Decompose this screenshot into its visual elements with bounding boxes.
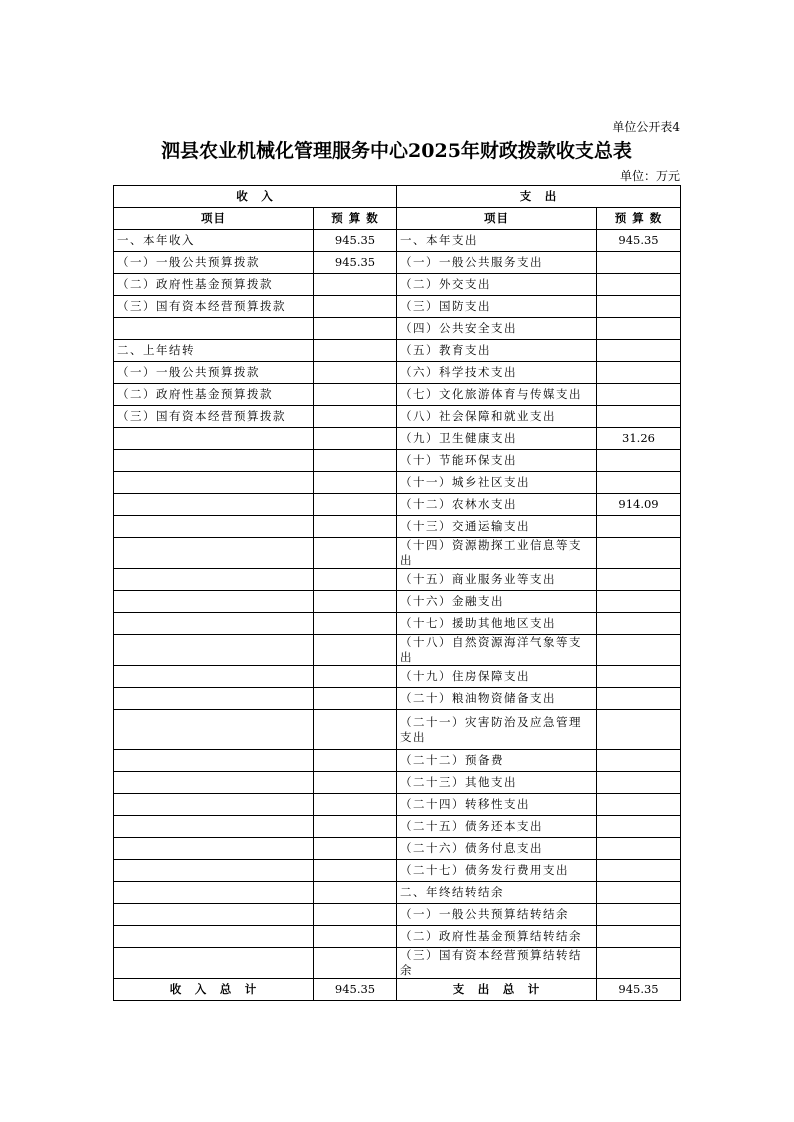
income-item-cell: （三）国有资本经营预算拨款: [114, 296, 314, 318]
expense-item-cell: （十九）住房保障支出: [397, 666, 597, 688]
income-item-cell: [114, 688, 314, 710]
expense-item-cell: （十一）城乡社区支出: [397, 472, 597, 494]
expense-item-cell: （十二）农林水支出: [397, 494, 597, 516]
table-row: [114, 591, 681, 613]
table-row: [114, 472, 681, 494]
expense-value-cell: [597, 569, 681, 591]
table-row: [114, 252, 681, 274]
expense-item-cell: （一）一般公共预算结转结余: [397, 904, 597, 926]
expense-value-cell: [597, 816, 681, 838]
expense-value-cell: [597, 384, 681, 406]
income-value-cell: [314, 538, 397, 569]
table-row: [114, 666, 681, 688]
unit-label: 单位：万元: [619, 169, 680, 183]
table-row: [114, 538, 681, 569]
income-value-cell: [314, 860, 397, 882]
expense-item-cell: （二十五）债务还本支出: [397, 816, 597, 838]
expense-value-cell: [597, 318, 681, 340]
income-value-cell: [314, 296, 397, 318]
income-item-cell: [114, 591, 314, 613]
income-value-cell: [314, 591, 397, 613]
expense-value-cell: [597, 296, 681, 318]
expense-item-cell: （十七）援助其他地区支出: [397, 613, 597, 635]
page-title: 泗县农业机械化管理服务中心2025年财政拨款收支总表: [161, 140, 632, 162]
income-item-cell: [114, 666, 314, 688]
income-item-cell: [114, 926, 314, 948]
income-value-cell: [314, 613, 397, 635]
expense-item-cell: （十）节能环保支出: [397, 450, 597, 472]
expense-header: 支 出: [397, 186, 681, 208]
income-item-cell: [114, 772, 314, 794]
income-item-cell: [114, 882, 314, 904]
income-header: 收 入: [114, 186, 397, 208]
expense-value-cell: [597, 635, 681, 666]
table-row: [114, 772, 681, 794]
expense-item-cell: （十四）资源勘探工业信息等支出: [397, 538, 597, 569]
expense-value-cell: 31.26: [597, 428, 681, 450]
expense-value-cell: [597, 750, 681, 772]
expense-item-cell: （二十二）预备费: [397, 750, 597, 772]
income-value-cell: [314, 318, 397, 340]
expense-value-cell: [597, 904, 681, 926]
expense-item-cell: （三）国防支出: [397, 296, 597, 318]
expense-item-cell: （一）一般公共服务支出: [397, 252, 597, 274]
income-value-cell: [314, 666, 397, 688]
expense-item-cell: （十六）金融支出: [397, 591, 597, 613]
budget-summary-table: [113, 185, 681, 1001]
table-row: [114, 230, 681, 252]
expense-item-cell: （二十六）债务付息支出: [397, 838, 597, 860]
income-item-cell: （一）一般公共预算拨款: [114, 252, 314, 274]
table-row: [114, 816, 681, 838]
income-item-cell: [114, 494, 314, 516]
table-row: [114, 613, 681, 635]
expense-item-cell: （九）卫生健康支出: [397, 428, 597, 450]
expense-item-cell: （二十三）其他支出: [397, 772, 597, 794]
expense-item-header: 项目: [397, 208, 597, 230]
table-row: [114, 750, 681, 772]
expense-value-cell: [597, 516, 681, 538]
income-value-cell: [314, 362, 397, 384]
expense-item-cell: （二十四）转移性支出: [397, 794, 597, 816]
income-value-cell: [314, 406, 397, 428]
income-item-cell: [114, 613, 314, 635]
income-item-cell: [114, 450, 314, 472]
table-row: [114, 406, 681, 428]
expense-value-cell: [597, 274, 681, 296]
income-value-cell: [314, 794, 397, 816]
income-item-cell: [114, 516, 314, 538]
income-value-cell: [314, 926, 397, 948]
income-item-cell: （三）国有资本经营预算拨款: [114, 406, 314, 428]
table-row: [114, 318, 681, 340]
income-value-cell: 945.35: [314, 252, 397, 274]
table-row: [114, 340, 681, 362]
table-row: [114, 494, 681, 516]
income-total-label: 收 入 总 计: [114, 979, 314, 1001]
income-item-cell: [114, 816, 314, 838]
expense-value-cell: [597, 472, 681, 494]
expense-value-cell: [597, 666, 681, 688]
income-item-cell: （二）政府性基金预算拨款: [114, 274, 314, 296]
table-row: [114, 882, 681, 904]
expense-item-cell: （二十一）灾害防治及应急管理支出: [397, 710, 597, 750]
income-value-cell: [314, 494, 397, 516]
income-item-cell: [114, 428, 314, 450]
expense-total-value: 945.35: [597, 979, 681, 1001]
expense-item-cell: （二）政府性基金预算结转结余: [397, 926, 597, 948]
income-value-cell: [314, 772, 397, 794]
table-row: [114, 688, 681, 710]
expense-value-cell: 914.09: [597, 494, 681, 516]
expense-value-cell: [597, 538, 681, 569]
expense-total-label: 支 出 总 计: [397, 979, 597, 1001]
income-value-cell: [314, 516, 397, 538]
expense-value-cell: [597, 794, 681, 816]
table-row: [114, 948, 681, 979]
income-item-cell: 一、本年收入: [114, 230, 314, 252]
table-row: [114, 569, 681, 591]
total-row: [114, 979, 681, 1001]
income-item-cell: （一）一般公共预算拨款: [114, 362, 314, 384]
expense-value-cell: [597, 450, 681, 472]
expense-value-cell: [597, 710, 681, 750]
table-row: [114, 794, 681, 816]
expense-item-cell: 二、年终结转结余: [397, 882, 597, 904]
table-row: [114, 635, 681, 666]
expense-value-cell: [597, 252, 681, 274]
income-value-cell: [314, 688, 397, 710]
expense-item-cell: （二）外交支出: [397, 274, 597, 296]
income-value-cell: [314, 882, 397, 904]
income-item-cell: [114, 569, 314, 591]
income-item-cell: [114, 710, 314, 750]
table-row: [114, 904, 681, 926]
income-value-cell: [314, 384, 397, 406]
income-value-cell: [314, 635, 397, 666]
table-row: [114, 860, 681, 882]
expense-value-cell: [597, 406, 681, 428]
expense-item-cell: （十三）交通运输支出: [397, 516, 597, 538]
expense-value-cell: 945.35: [597, 230, 681, 252]
income-value-cell: [314, 472, 397, 494]
expense-value-cell: [597, 591, 681, 613]
expense-item-cell: （三）国有资本经营预算结转结余: [397, 948, 597, 979]
table-body: [114, 230, 681, 979]
table-row: [114, 362, 681, 384]
expense-item-cell: （八）社会保障和就业支出: [397, 406, 597, 428]
income-item-cell: [114, 472, 314, 494]
table-row: [114, 516, 681, 538]
income-value-cell: [314, 904, 397, 926]
expense-value-cell: [597, 948, 681, 979]
expense-value-cell: [597, 613, 681, 635]
table-row: [114, 926, 681, 948]
income-value-cell: [314, 838, 397, 860]
expense-value-cell: [597, 362, 681, 384]
income-value-cell: [314, 340, 397, 362]
expense-item-cell: （七）文化旅游体育与传媒支出: [397, 384, 597, 406]
income-item-cell: [114, 860, 314, 882]
income-value-cell: [314, 948, 397, 979]
income-value-cell: [314, 428, 397, 450]
expense-item-cell: （十五）商业服务业等支出: [397, 569, 597, 591]
table-row: [114, 838, 681, 860]
income-value-cell: [314, 274, 397, 296]
table-row: [114, 274, 681, 296]
income-item-cell: [114, 750, 314, 772]
table-row: [114, 384, 681, 406]
table-row: [114, 428, 681, 450]
income-total-value: 945.35: [314, 979, 397, 1001]
income-item-cell: [114, 318, 314, 340]
income-item-cell: （二）政府性基金预算拨款: [114, 384, 314, 406]
income-item-cell: [114, 904, 314, 926]
expense-item-cell: （六）科学技术支出: [397, 362, 597, 384]
income-value-cell: [314, 450, 397, 472]
expense-item-cell: （四）公共安全支出: [397, 318, 597, 340]
expense-item-cell: （五）教育支出: [397, 340, 597, 362]
income-item-cell: [114, 538, 314, 569]
expense-item-cell: （二十）粮油物资储备支出: [397, 688, 597, 710]
income-item-cell: [114, 635, 314, 666]
expense-value-cell: [597, 688, 681, 710]
expense-item-cell: 一、本年支出: [397, 230, 597, 252]
income-item-cell: 二、上年结转: [114, 340, 314, 362]
expense-value-cell: [597, 882, 681, 904]
income-value-cell: [314, 750, 397, 772]
income-item-cell: [114, 794, 314, 816]
expense-value-cell: [597, 838, 681, 860]
expense-item-cell: （二十七）债务发行费用支出: [397, 860, 597, 882]
expense-value-cell: [597, 860, 681, 882]
form-number: 单位公开表4: [612, 120, 680, 134]
income-value-cell: [314, 569, 397, 591]
income-item-header: 项目: [114, 208, 314, 230]
table-row: [114, 710, 681, 750]
expense-item-cell: （十八）自然资源海洋气象等支出: [397, 635, 597, 666]
income-item-cell: [114, 838, 314, 860]
table-row: [114, 450, 681, 472]
income-value-cell: [314, 710, 397, 750]
income-value-cell: 945.35: [314, 230, 397, 252]
expense-value-cell: [597, 926, 681, 948]
table-row: [114, 296, 681, 318]
income-value-cell: [314, 816, 397, 838]
income-item-cell: [114, 948, 314, 979]
expense-value-cell: [597, 772, 681, 794]
expense-budget-header: 预 算 数: [597, 208, 681, 230]
income-budget-header: 预 算 数: [314, 208, 397, 230]
expense-value-cell: [597, 340, 681, 362]
